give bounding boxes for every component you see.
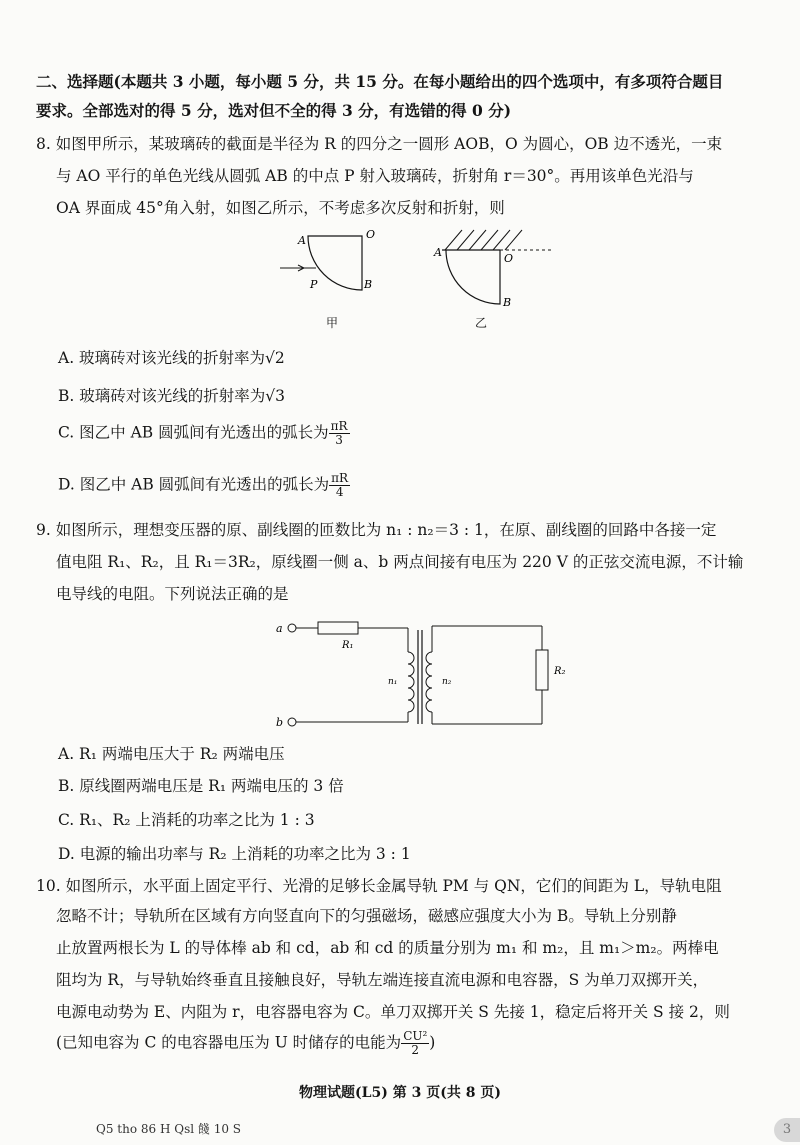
q8-option-c-text: C. 图乙中 AB 圆弧间有光透出的弧长为 <box>58 423 329 442</box>
q8-stem-line1: 8. 如图甲所示，某玻璃砖的截面是半径为 R 的四分之一圆形 AOB，O 为圆心，OB 边不透光，一束 <box>36 135 723 153</box>
q10-stem-line5: 电源电动势为 E、内阻为 r，电容器电容为 C。单刀双掷开关 S 先接 1，稳定后将开关 S 接 2，则 <box>56 1003 730 1021</box>
figure-yi <box>433 230 554 309</box>
q10-energy-note-end: ) <box>429 1033 436 1052</box>
frac-denominator: 4 <box>335 485 344 500</box>
terminal-a-label: a <box>276 622 283 635</box>
section-heading-line1: 二、选择题(本题共 3 小题，每小题 5 分，共 15 分。在每小题给出的四个选项中，有多项符合题目 <box>36 72 724 91</box>
figure-jia <box>280 228 375 291</box>
frac-numerator: CU² <box>403 1029 428 1043</box>
r2-label: R₂ <box>554 666 566 677</box>
q10-stem-line6 <box>56 1030 786 1057</box>
q8-stem-line2: 与 AO 平行的单色光线从圆弧 AB 的中点 P 射入玻璃砖，折射角 r＝30°。再用该单色光沿与 <box>56 167 694 185</box>
r1-label: R₁ <box>342 640 354 651</box>
jia-label-p: P <box>310 278 318 291</box>
primary-coil <box>408 652 414 712</box>
q8-option-d <box>58 472 786 499</box>
q10-stem-line2: 忽略不计；导轨所在区域有方向竖直向下的匀强磁场，磁感应强度大小为 B。导轨上分别静 <box>56 907 677 925</box>
q9-option-b: B. 原线圈两端电压是 R₁ 两端电压的 3 倍 <box>58 777 344 795</box>
n2-label: n₂ <box>442 677 452 687</box>
q8-option-a: A. 玻璃砖对该光线的折射率为√2 <box>58 349 285 367</box>
terminal-b-label: b <box>276 716 284 729</box>
q8-stem-line3: OA 界面成 45°角入射，如图乙所示，不考虑多次反射和折射，则 <box>56 199 505 217</box>
jia-label-o: O <box>366 228 376 241</box>
q8-option-d-fraction <box>329 472 350 499</box>
resistor-r2 <box>536 650 548 690</box>
scanner-watermark: Q5 tho 86 H Qsl 餞 10 S <box>96 1122 242 1136</box>
frac-numerator: πR <box>331 471 349 485</box>
q9-option-a: A. R₁ 两端电压大于 R₂ 两端电压 <box>58 745 285 763</box>
secondary-coil <box>426 652 432 712</box>
q8-figure-jia-yi <box>270 226 560 318</box>
q10-energy-note-text: (已知电容为 C 的电容器电压为 U 时储存的电能为 <box>56 1033 402 1052</box>
page-corner-tab: 3 <box>774 1118 800 1142</box>
yi-label-b: B <box>503 296 512 309</box>
yi-label-a: A <box>434 246 442 259</box>
q9-stem-line1: 9. 如图所示，理想变压器的原、副线圈的匝数比为 n₁ : n₂＝3 : 1，在原、副线圈的回路中各接一定 <box>36 521 717 539</box>
q10-energy-fraction <box>401 1030 429 1057</box>
q8-option-b: B. 玻璃砖对该光线的折射率为√3 <box>58 387 285 405</box>
q10-stem-line4: 阻均为 R，与导轨始终垂直且接触良好，导轨左端连接直流电源和电容器，S 为单刀双掷开关， <box>56 971 709 989</box>
q9-stem-line2: 值电阻 R₁、R₂，且 R₁＝3R₂，原线圈一侧 a、b 两点间接有电压为 220 V 的正弦交流电源，不计输 <box>56 553 744 571</box>
q8-option-d-text: D. 图乙中 AB 圆弧间有光透出的弧长为 <box>58 475 330 494</box>
caption-jia: 甲 <box>326 316 339 330</box>
jia-label-a: A <box>298 234 306 247</box>
jia-label-b: B <box>364 278 373 291</box>
q9-stem-line3: 电导线的电阻。下列说法正确的是 <box>56 585 289 603</box>
q8-option-c-fraction <box>329 420 350 447</box>
q9-option-c: C. R₁、R₂ 上消耗的功率之比为 1 : 3 <box>58 811 315 829</box>
resistor-r1 <box>318 622 358 634</box>
frac-denominator: 2 <box>411 1043 420 1058</box>
q8-option-c <box>58 420 786 447</box>
q9-transformer-circuit <box>270 612 566 736</box>
page-footer: 物理试题(L5) 第 3 页(共 8 页) <box>299 1085 501 1101</box>
q9-option-d: D. 电源的输出功率与 R₂ 上消耗的功率之比为 3 : 1 <box>58 845 411 863</box>
frac-denominator: 3 <box>335 433 343 448</box>
section-heading-line2: 要求。全部选对的得 5 分，选对但不全的得 3 分，有选错的得 0 分) <box>36 101 512 120</box>
yi-label-o: O <box>504 252 514 265</box>
caption-yi: 乙 <box>475 316 488 330</box>
n1-label: n₁ <box>388 677 398 687</box>
q10-stem-line3: 止放置两根长为 L 的导体棒 ab 和 cd，ab 和 cd 的质量分别为 m₁ 和 m₂，且 m₁＞m₂。两棒电 <box>56 939 719 957</box>
q10-stem-line1: 10. 如图所示，水平面上固定平行、光滑的足够长金属导轨 PM 与 QN，它们的间距为 L，导轨电阻 <box>36 877 722 895</box>
frac-numerator: πR <box>330 419 348 433</box>
